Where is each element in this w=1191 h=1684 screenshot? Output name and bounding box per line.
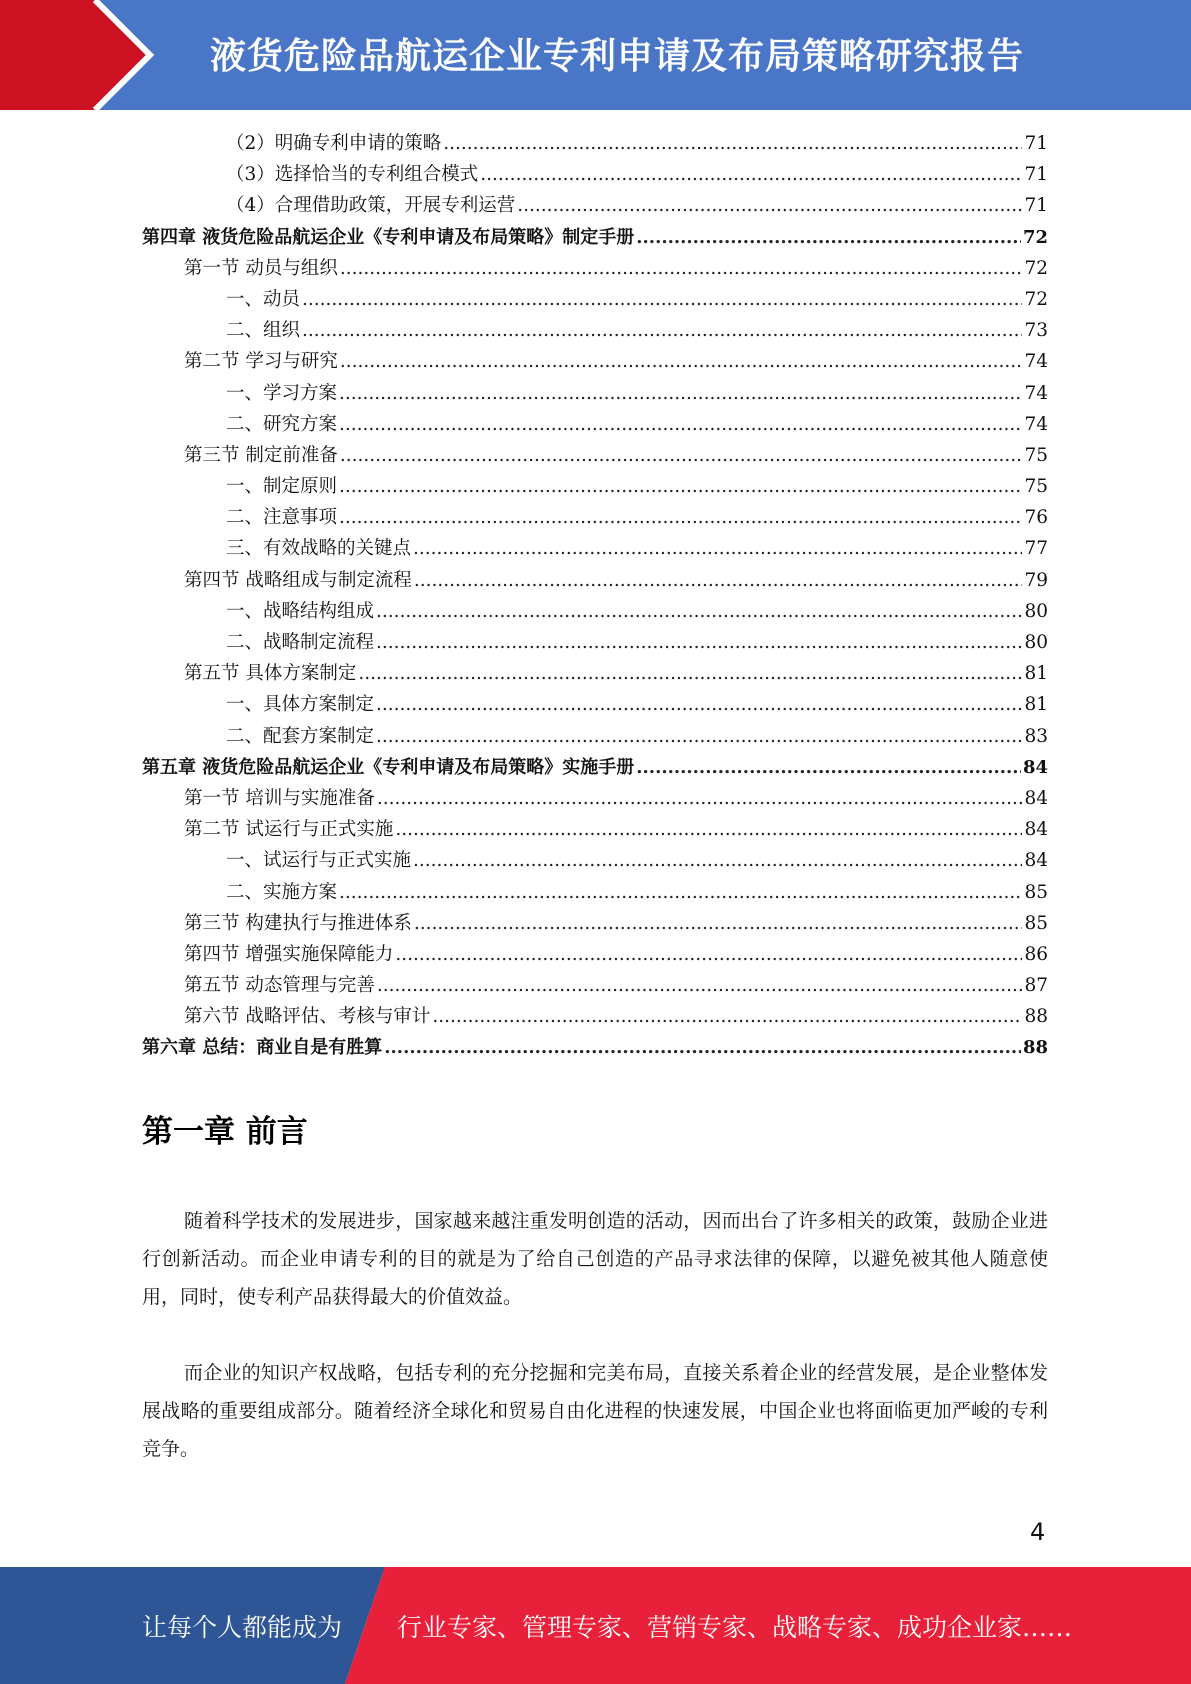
toc-dot-leader <box>339 877 1022 908</box>
body-paragraph: 随着科学技术的发展进步，国家越来越注重发明创造的活动，因而出台了许多相关的政策，鼓励企业进行创新活动。而企业申请专利的目的就是为了给自己创造的产品寻求法律的保障，以避免被其他人随意使用，同时，使专利产品获得最大的价值效益。 <box>142 1210 1048 1308</box>
toc-page-number: 72 <box>1022 226 1048 248</box>
toc-section-entry[interactable] <box>142 346 1048 377</box>
toc-page-number: 88 <box>1022 1037 1048 1059</box>
toc-entry-title: 第六章 总结：商业自是有胜算 <box>142 1037 383 1059</box>
toc-subsection-entry[interactable] <box>142 378 1048 409</box>
toc-entry-title: 一、制定原则 <box>226 476 338 498</box>
toc-entry-title: 二、实施方案 <box>226 881 338 903</box>
toc-entry-title: （3）选择恰当的专利组合模式 <box>226 164 479 186</box>
body-paragraph: 而企业的知识产权战略，包括专利的充分挖掘和完美布局，直接关系着企业的经营发展，是企业整体发展战略的重要组成部分。随着经济全球化和贸易自由化进程的快速发展，中国企业也将面临更加严峻的专利竞争。 <box>142 1362 1048 1460</box>
toc-entry-title: 第三节 制定前准备 <box>184 444 338 466</box>
toc-dot-leader <box>480 159 1022 190</box>
toc-dot-leader <box>340 346 1023 377</box>
toc-page-number: 80 <box>1024 600 1048 622</box>
toc-entry-title: 第六节 战略评估、考核与审计 <box>184 1006 431 1028</box>
toc-dot-leader <box>413 533 1022 564</box>
toc-entry-title: 第五节 动态管理与完善 <box>184 975 375 997</box>
toc-subsection-entry[interactable] <box>142 845 1048 876</box>
toc-page-number: 81 <box>1024 663 1048 685</box>
toc-chapter-entry[interactable] <box>142 222 1048 253</box>
toc-entry-title: 二、研究方案 <box>226 413 338 435</box>
toc-dot-leader <box>443 128 1022 159</box>
toc-subsection-entry[interactable] <box>142 471 1048 502</box>
toc-entry-title: 第五节 具体方案制定 <box>184 663 357 685</box>
toc-subsection-entry[interactable] <box>142 190 1048 221</box>
toc-page-number: 84 <box>1024 850 1048 872</box>
toc-dot-leader <box>414 908 1023 939</box>
toc-entry-title: 二、注意事项 <box>226 507 338 529</box>
toc-page-number: 85 <box>1024 912 1048 934</box>
red-arrow-wedge <box>0 0 160 110</box>
toc-dot-leader <box>384 1032 1021 1063</box>
toc-subsection-entry[interactable] <box>142 596 1048 627</box>
toc-entry-title: 第一节 培训与实施准备 <box>184 787 375 809</box>
toc-subsection-entry[interactable] <box>142 689 1048 720</box>
toc-dot-leader <box>395 814 1022 845</box>
toc-page-number: 77 <box>1024 538 1048 560</box>
toc-page-number: 74 <box>1024 351 1048 373</box>
toc-entry-title: 第三节 构建执行与推进体系 <box>184 912 412 934</box>
page-footer <box>0 1567 1191 1684</box>
toc-dot-leader <box>339 378 1022 409</box>
toc-subsection-entry[interactable] <box>142 502 1048 533</box>
toc-dot-leader <box>376 627 1022 658</box>
toc-subsection-entry[interactable] <box>142 159 1048 190</box>
toc-page-number: 72 <box>1024 257 1048 279</box>
toc-entry-title: 第五章 液货危险品航运企业《专利申请及布局策略》实施手册 <box>142 756 635 778</box>
toc-subsection-entry[interactable] <box>142 284 1048 315</box>
toc-subsection-entry[interactable] <box>142 533 1048 564</box>
toc-dot-leader <box>377 783 1023 814</box>
table-of-contents <box>142 128 1048 1064</box>
toc-page-number: 74 <box>1024 382 1048 404</box>
toc-dot-leader <box>376 596 1022 627</box>
toc-dot-leader <box>340 440 1023 471</box>
toc-page-number: 75 <box>1024 476 1048 498</box>
toc-dot-leader <box>376 689 1022 720</box>
toc-section-entry[interactable] <box>142 1001 1048 1032</box>
toc-page-number: 84 <box>1024 787 1048 809</box>
toc-dot-leader <box>339 471 1022 502</box>
toc-entry-title: 第四章 液货危险品航运企业《专利申请及布局策略》制定手册 <box>142 226 635 248</box>
toc-page-number: 86 <box>1024 943 1048 965</box>
toc-chapter-entry[interactable] <box>142 752 1048 783</box>
toc-page-number: 72 <box>1024 288 1048 310</box>
page-number: 4 <box>1030 1518 1046 1546</box>
toc-entry-title: 第一节 动员与组织 <box>184 257 338 279</box>
toc-page-number: 85 <box>1024 881 1048 903</box>
toc-entry-title: 第二节 试运行与正式实施 <box>184 819 394 841</box>
toc-section-entry[interactable] <box>142 970 1048 1001</box>
toc-section-entry[interactable] <box>142 253 1048 284</box>
toc-entry-title: 第四节 增强实施保障能力 <box>184 943 394 965</box>
toc-entry-title: 三、有效战略的关键点 <box>226 538 412 560</box>
toc-dot-leader <box>636 752 1021 783</box>
toc-section-entry[interactable] <box>142 908 1048 939</box>
toc-page-number: 88 <box>1024 1006 1048 1028</box>
toc-page-number: 83 <box>1024 725 1048 747</box>
toc-page-number: 73 <box>1024 320 1048 342</box>
toc-page-number: 75 <box>1024 444 1048 466</box>
toc-page-number: 80 <box>1024 632 1048 653</box>
toc-section-entry[interactable] <box>142 783 1048 814</box>
toc-section-entry[interactable] <box>142 565 1048 596</box>
toc-entry-title: 一、战略结构组成 <box>226 600 375 622</box>
toc-entry-title: 二、战略制定流程 <box>226 632 375 653</box>
toc-dot-leader <box>302 315 1022 346</box>
toc-subsection-entry[interactable] <box>142 315 1048 346</box>
toc-page-number: 81 <box>1024 694 1048 716</box>
toc-entry-title: 一、动员 <box>226 288 301 310</box>
footer-slogan-right: 行业专家、管理专家、营销专家、战略专家、成功企业家…… <box>397 1613 1073 1642</box>
toc-entry-title: 一、试运行与正式实施 <box>226 850 412 872</box>
toc-entry-title: 第二节 学习与研究 <box>184 351 338 373</box>
toc-subsection-entry[interactable] <box>142 877 1048 908</box>
toc-page-number: 74 <box>1024 413 1048 435</box>
toc-page-number: 84 <box>1024 819 1048 841</box>
toc-dot-leader <box>377 970 1023 1001</box>
toc-page-number: 71 <box>1024 164 1048 186</box>
toc-dot-leader <box>517 190 1022 221</box>
toc-chapter-entry[interactable] <box>142 1032 1048 1063</box>
toc-dot-leader <box>432 1001 1022 1032</box>
toc-entry-title: （4）合理借助政策，开展专利运营 <box>226 195 516 217</box>
toc-subsection-entry[interactable] <box>142 409 1048 440</box>
toc-subsection-entry[interactable] <box>142 721 1048 752</box>
toc-dot-leader <box>414 565 1023 596</box>
toc-page-number: 71 <box>1024 195 1048 217</box>
toc-entry-title: 二、组织 <box>226 320 301 342</box>
toc-section-entry[interactable] <box>142 440 1048 471</box>
toc-dot-leader <box>413 845 1022 876</box>
toc-subsection-entry[interactable] <box>142 627 1048 658</box>
toc-dot-leader <box>339 409 1022 440</box>
toc-dot-leader <box>339 502 1022 533</box>
report-title: 液货危险品航运企业专利申请及布局策略研究报告 <box>210 36 1025 77</box>
toc-dot-leader <box>340 253 1023 284</box>
toc-entry-title: （2）明确专利申请的策略 <box>226 133 442 154</box>
toc-entry-title: 一、学习方案 <box>226 382 338 404</box>
footer-slogan-left: 让每个人都能成为 <box>142 1613 343 1642</box>
toc-page-number: 79 <box>1024 569 1048 591</box>
page-header <box>0 0 1191 110</box>
toc-entry-title: 一、具体方案制定 <box>226 694 375 716</box>
toc-dot-leader <box>302 284 1022 315</box>
toc-page-number: 84 <box>1022 756 1048 778</box>
toc-section-entry[interactable] <box>142 939 1048 970</box>
toc-page-number: 76 <box>1024 507 1048 529</box>
toc-dot-leader <box>376 721 1022 752</box>
toc-entry-title: 二、配套方案制定 <box>226 725 375 747</box>
toc-dot-leader <box>636 222 1021 253</box>
toc-page-number: 87 <box>1024 975 1048 997</box>
toc-page-number: 71 <box>1024 133 1048 154</box>
toc-subsection-entry[interactable] <box>142 128 1048 159</box>
toc-section-entry[interactable] <box>142 814 1048 845</box>
toc-section-entry[interactable] <box>142 658 1048 689</box>
toc-dot-leader <box>395 939 1022 970</box>
toc-dot-leader <box>358 658 1022 689</box>
toc-entry-title: 第四节 战略组成与制定流程 <box>184 569 412 591</box>
chapter-heading: 第一章 前言 <box>142 1114 308 1150</box>
